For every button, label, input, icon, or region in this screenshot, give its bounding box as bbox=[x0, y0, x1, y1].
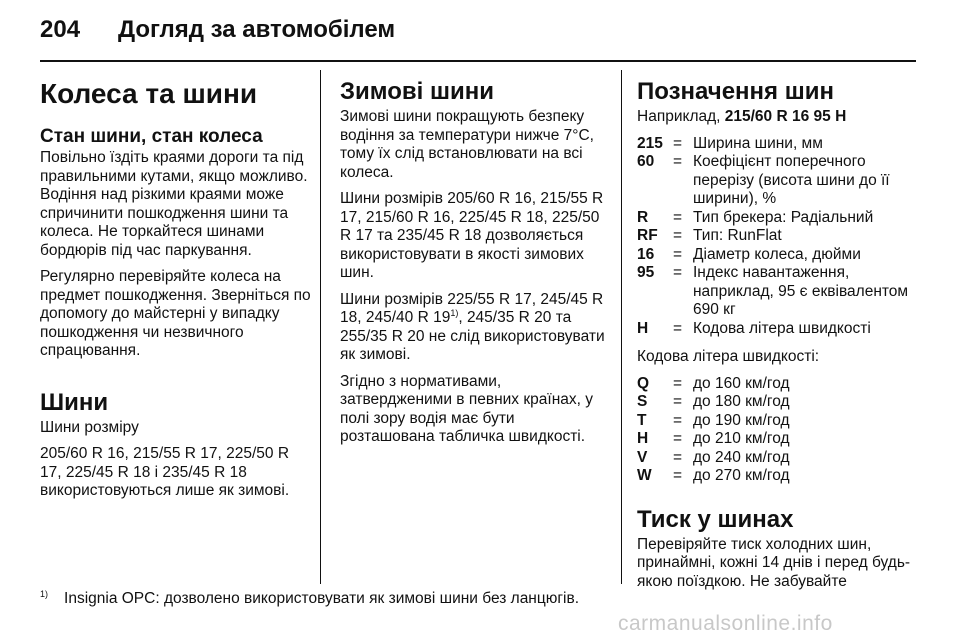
page-number: 204 bbox=[40, 16, 81, 43]
subsection-heading-condition: Стан шини, стан колеса bbox=[40, 126, 263, 147]
column-divider-1 bbox=[320, 70, 321, 584]
designation-row-text: Кодова літера швидкості bbox=[693, 319, 871, 337]
column-2 bbox=[340, 74, 612, 455]
winter-tyres-heading: Зимові шини bbox=[340, 78, 494, 105]
speed-codes-table bbox=[637, 375, 790, 486]
column-divider-2 bbox=[621, 70, 622, 584]
designation-row bbox=[637, 227, 917, 246]
speed-code-row bbox=[637, 412, 790, 431]
designation-row bbox=[637, 135, 917, 154]
designation-row bbox=[637, 320, 917, 339]
designation-row-key: H bbox=[637, 319, 649, 337]
designation-row-text: Коефіцієнт поперечного перерізу (висота шини до її ширини), % bbox=[693, 153, 890, 207]
designation-row-text: Індекс навантаження, наприклад, 95 є еквівалентом 690 кг bbox=[693, 264, 909, 318]
example-label: Наприклад, bbox=[637, 108, 725, 125]
designation-row bbox=[637, 264, 917, 320]
winter-paragraph-4: Згідно з нормативами, затвердженими в певних країнах, у полі зору водія має бути розташована табличка швидкості. bbox=[340, 372, 593, 445]
winter-paragraph-3-text-a: Шини розмірів 225/55 R 17, 245/45 R 18, 245/40 R 19 bbox=[340, 290, 604, 326]
designation-row-key: 215 bbox=[637, 134, 663, 152]
designation-row-equals: = bbox=[673, 153, 683, 170]
header-rule bbox=[40, 60, 916, 62]
designation-row-key: 16 bbox=[637, 245, 655, 263]
speed-code-row-key: V bbox=[637, 448, 648, 466]
designation-row-key: 95 bbox=[637, 264, 655, 281]
subsection-heading-tyres: Шини bbox=[40, 388, 109, 416]
designations-table bbox=[637, 135, 917, 339]
designation-row-equals: = bbox=[673, 264, 683, 281]
speed-code-row-key: S bbox=[637, 393, 648, 410]
designation-row-equals: = bbox=[673, 134, 683, 152]
speed-code-row-key: Q bbox=[637, 374, 650, 392]
winter-paragraph-2: Шини розмірів 205/60 R 16, 215/55 R 17, 215/60 R 16, 225/45 R 18, 225/50 R 17 та 235/45 R 18 дозволяється використовувати в якості зимових шин. bbox=[340, 190, 604, 281]
speed-code-row-equals: = bbox=[673, 448, 683, 466]
speed-code-row bbox=[637, 375, 790, 394]
winter-paragraph-3-text-b: , 245/35 R 20 та 255/35 R 20 не слід використовувати як зимові. bbox=[340, 309, 605, 363]
paragraph-driving: Повільно їздіть краями дороги та під правильними кутами, якщо можливо. Водіння над різкими краями може спричинити пошкодження шини та колеса. Не торкайтеся шинами бордюрів під час паркування. bbox=[40, 149, 308, 259]
designation-row-key: RF bbox=[637, 227, 658, 244]
designation-row-equals: = bbox=[673, 208, 683, 226]
paragraph-check: Регулярно перевіряйте колеса на предмет пошкодження. Зверніться по допомогу до майстерні у випадку пошкодження чи незвичного спрацювання. bbox=[40, 268, 311, 359]
designation-row bbox=[637, 246, 917, 265]
speed-code-row-equals: = bbox=[673, 411, 683, 429]
designation-row bbox=[637, 153, 917, 209]
footnote bbox=[40, 590, 579, 608]
designation-row-text: Тип брекера: Радіальний bbox=[693, 208, 874, 226]
section-title: Колеса та шини bbox=[40, 78, 258, 109]
designation-row-text: Ширина шини, мм bbox=[693, 134, 823, 152]
tyre-designations-heading: Позначення шин bbox=[637, 78, 834, 105]
speed-code-row-key: H bbox=[637, 430, 649, 447]
speed-code-row-text: до 240 км/год bbox=[693, 448, 790, 466]
speed-code-row bbox=[637, 467, 790, 486]
speed-code-row-equals: = bbox=[673, 393, 683, 410]
speed-code-row-equals: = bbox=[673, 467, 683, 484]
speed-code-row-text: до 180 км/год bbox=[693, 393, 790, 410]
designation-row-key: 60 bbox=[637, 153, 655, 170]
speed-code-row-text: до 270 км/год bbox=[693, 467, 790, 484]
example-value: 215/60 R 16 95 H bbox=[724, 108, 847, 125]
chapter-title: Догляд за автомобілем bbox=[118, 16, 396, 43]
speed-code-row-key: T bbox=[637, 411, 647, 429]
column-1 bbox=[40, 74, 312, 509]
paragraph-sizes: 205/60 R 16, 215/55 R 17, 225/50 R 17, 225/45 R 18 і 235/45 R 18 використовуються лише як зимові. bbox=[40, 445, 290, 499]
tyre-pressure-paragraph: Перевіряйте тиск холодних шин, принаймні, кожні 14 днів і перед будь-якою поїздкою. Не забувайте bbox=[637, 535, 911, 590]
speed-code-row-key: W bbox=[637, 467, 652, 484]
speed-code-row bbox=[637, 449, 790, 468]
footnote-reference: 1) bbox=[450, 307, 459, 318]
tyre-pressure-heading: Тиск у шинах bbox=[637, 505, 794, 533]
paragraph-sizes-intro: Шини розміру bbox=[40, 418, 139, 436]
designation-row-equals: = bbox=[673, 245, 683, 263]
speed-code-row bbox=[637, 430, 790, 449]
winter-paragraph-1: Зимові шини покращують безпеку водіння за температури нижче 7°C, тому їх слід встановлювати на всі колеса. bbox=[340, 108, 594, 181]
page-header bbox=[40, 16, 395, 44]
speed-code-row-equals: = bbox=[673, 374, 683, 392]
example-line bbox=[637, 108, 917, 127]
speed-code-intro: Кодова літера швидкості: bbox=[637, 348, 820, 365]
watermark: carmanualsonline.info bbox=[618, 612, 833, 635]
footnote-marker: 1) bbox=[40, 588, 49, 599]
speed-code-row-text: до 160 км/год bbox=[693, 374, 790, 392]
designation-row-key: R bbox=[637, 208, 649, 226]
winter-paragraph-3 bbox=[340, 291, 612, 365]
speed-code-row-equals: = bbox=[673, 430, 683, 447]
footnote-text: Insignia OPC: дозволено використовувати як зимові шини без ланцюгів. bbox=[64, 590, 580, 607]
column-3 bbox=[637, 74, 917, 599]
speed-code-row-text: до 210 км/год bbox=[693, 430, 790, 447]
speed-code-row bbox=[637, 393, 790, 412]
designation-row-text: Тип: RunFlat bbox=[693, 227, 782, 244]
designation-row bbox=[637, 209, 917, 228]
designation-row-text: Діаметр колеса, дюйми bbox=[693, 245, 861, 263]
designation-row-equals: = bbox=[673, 319, 683, 337]
designation-row-equals: = bbox=[673, 227, 683, 244]
speed-code-row-text: до 190 км/год bbox=[693, 411, 790, 429]
